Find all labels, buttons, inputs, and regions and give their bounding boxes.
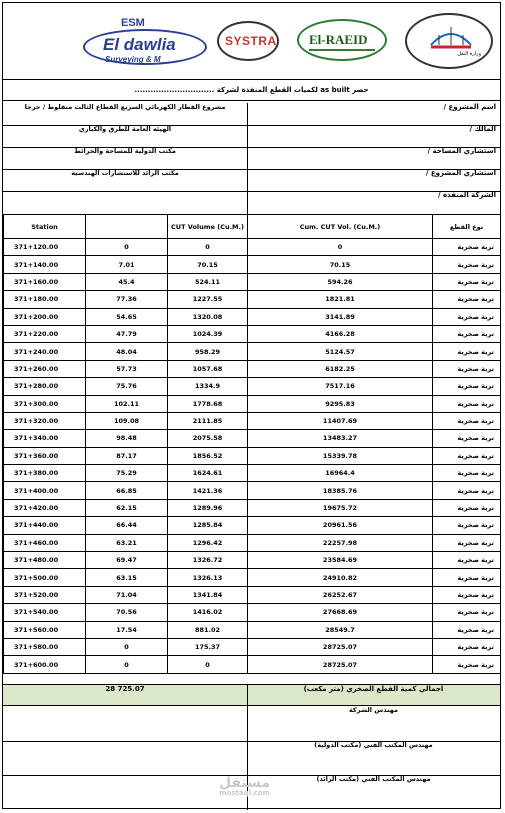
- cum-cut-volume-cell: 18385.76: [248, 482, 433, 499]
- soil-type-cell: تربة صخرية: [433, 517, 501, 534]
- cum-cut-volume-cell: 16964.4: [248, 465, 433, 482]
- dawlia-engineer-signature: مهندس المكتب الفني (مكتب الدولية): [314, 741, 433, 749]
- area-cell: 66.44: [86, 517, 168, 534]
- table-row: [4, 586, 501, 603]
- cut-volume-cell: 524.11: [168, 273, 248, 290]
- contractor-label: الشركة المنفذة /: [437, 191, 496, 199]
- header-cut-volume: CUT Volume (Cu.M.): [168, 215, 248, 239]
- document-sheet: [2, 2, 501, 809]
- watermark-sub: mostaql.com: [219, 789, 270, 797]
- cut-volume-cell: 1320.08: [168, 308, 248, 325]
- survey-consultant-value: مكتب الدولية للمساحة والخرائط: [74, 147, 176, 155]
- cut-volume-cell: 2111.85: [168, 412, 248, 429]
- station-cell: 371+380.00: [4, 465, 86, 482]
- document-title: حصر as built لكميات القطع المنفذة لشركة ..............................: [134, 86, 369, 94]
- cut-volume-cell: 1227.55: [168, 291, 248, 308]
- table-row: [4, 273, 501, 290]
- cum-cut-volume-cell: 0: [248, 239, 433, 256]
- soil-type-cell: تربة صخرية: [433, 273, 501, 290]
- total-label: اجمالي كمية القطع الصخري (متر مكعب): [303, 685, 444, 693]
- cut-volume-cell: 1285.84: [168, 517, 248, 534]
- project-name-value: مشروع القطار الكهربائي السريع القطاع الثالث منفلوط / جرجا: [24, 103, 226, 111]
- station-cell: 371+200.00: [4, 308, 86, 325]
- header-area: [86, 215, 168, 239]
- table-row: [4, 638, 501, 655]
- soil-type-cell: تربة صخرية: [433, 343, 501, 360]
- cum-cut-volume-cell: 27668.69: [248, 604, 433, 621]
- el-dawlia-logo-name: El dawlia: [103, 35, 176, 54]
- cut-volume-cell: 0: [168, 656, 248, 673]
- header-cum-cut-volume: Cum. CUT Vol. (Cu.M.): [248, 215, 433, 239]
- soil-type-cell: تربة صخرية: [433, 430, 501, 447]
- table-header-row: [4, 215, 501, 239]
- info-row-owner: [3, 125, 500, 147]
- cum-cut-volume-cell: 24910.82: [248, 569, 433, 586]
- cut-volume-cell: 1334.9: [168, 378, 248, 395]
- cum-cut-volume-cell: 9295.83: [248, 395, 433, 412]
- cum-cut-volume-cell: 6182.25: [248, 360, 433, 377]
- station-cell: 371+240.00: [4, 343, 86, 360]
- el-dawlia-logo-sub: Surveying & M: [105, 55, 161, 64]
- table-row: [4, 499, 501, 516]
- cut-volume-cell: 1421.36: [168, 482, 248, 499]
- soil-type-cell: تربة صخرية: [433, 256, 501, 273]
- soil-type-cell: تربة صخرية: [433, 552, 501, 569]
- area-cell: 57.73: [86, 360, 168, 377]
- cut-volume-cell: 0: [168, 239, 248, 256]
- cum-cut-volume-cell: 22257.98: [248, 534, 433, 551]
- cut-volume-cell: 2075.58: [168, 430, 248, 447]
- cum-cut-volume-cell: 28725.07: [248, 638, 433, 655]
- project-consultant-label: استشاري المشروع /: [425, 169, 496, 177]
- area-cell: 70.56: [86, 604, 168, 621]
- cut-volume-cell: 175.37: [168, 638, 248, 655]
- cut-volume-cell: 1341.84: [168, 586, 248, 603]
- area-cell: 63.15: [86, 569, 168, 586]
- area-cell: 0: [86, 239, 168, 256]
- station-cell: 371+340.00: [4, 430, 86, 447]
- table-row: [4, 517, 501, 534]
- project-name-label: اسم المشروع /: [443, 103, 496, 111]
- area-cell: 0: [86, 656, 168, 673]
- cut-volume-cell: 1326.13: [168, 569, 248, 586]
- station-cell: 371+480.00: [4, 552, 86, 569]
- area-cell: 62.15: [86, 499, 168, 516]
- el-raeid-logo-underline: [309, 49, 375, 51]
- cum-cut-volume-cell: 26252.67: [248, 586, 433, 603]
- cum-cut-volume-cell: 19675.72: [248, 499, 433, 516]
- area-cell: 71.04: [86, 586, 168, 603]
- soil-type-cell: تربة صخرية: [433, 395, 501, 412]
- divider: [247, 685, 248, 707]
- area-cell: 109.08: [86, 412, 168, 429]
- station-cell: 371+580.00: [4, 638, 86, 655]
- area-cell: 69.47: [86, 552, 168, 569]
- cum-cut-volume-cell: 23584.69: [248, 552, 433, 569]
- area-cell: 17.54: [86, 621, 168, 638]
- logo-bar: [3, 3, 500, 79]
- raeid-engineer-signature: مهندس المكتب الفني (مكتب الرائد): [316, 775, 431, 783]
- cum-cut-volume-cell: 28725.07: [248, 656, 433, 673]
- cut-volume-cell: 1024.39: [168, 325, 248, 342]
- soil-type-cell: تربة صخرية: [433, 534, 501, 551]
- cum-cut-volume-cell: 7517.16: [248, 378, 433, 395]
- table-row: [4, 465, 501, 482]
- cum-cut-volume-cell: 70.15: [248, 256, 433, 273]
- cum-cut-volume-cell: 5124.57: [248, 343, 433, 360]
- soil-type-cell: تربة صخرية: [433, 604, 501, 621]
- soil-type-cell: تربة صخرية: [433, 569, 501, 586]
- table-row: [4, 256, 501, 273]
- station-cell: 371+540.00: [4, 604, 86, 621]
- soil-type-cell: تربة صخرية: [433, 239, 501, 256]
- el-dawlia-logo: [81, 17, 211, 67]
- station-cell: 371+420.00: [4, 499, 86, 516]
- cut-volume-cell: 1289.96: [168, 499, 248, 516]
- contractor-value: [3, 191, 247, 213]
- table-row: [4, 552, 501, 569]
- cum-cut-volume-cell: 3141.89: [248, 308, 433, 325]
- cut-volume-cell: 881.02: [168, 621, 248, 638]
- header-soil-type: نوع القطع: [433, 215, 501, 239]
- station-cell: 371+300.00: [4, 395, 86, 412]
- cum-cut-volume-cell: 11407.69: [248, 412, 433, 429]
- systra-logo-text: SYSTRA: [225, 34, 277, 48]
- header-station: Station: [4, 215, 86, 239]
- table-row: [4, 325, 501, 342]
- soil-type-cell: تربة صخرية: [433, 482, 501, 499]
- ministry-logo-text: وزارة النقل: [457, 51, 481, 57]
- soil-type-cell: تربة صخرية: [433, 378, 501, 395]
- area-cell: 54.65: [86, 308, 168, 325]
- cut-volume-cell: 1624.61: [168, 465, 248, 482]
- table-row: [4, 412, 501, 429]
- watermark-main: مستقل: [219, 775, 271, 791]
- station-cell: 371+120.00: [4, 239, 86, 256]
- cum-cut-volume-cell: 15339.78: [248, 447, 433, 464]
- soil-type-cell: تربة صخرية: [433, 291, 501, 308]
- info-row-project-consultant: [3, 169, 500, 191]
- station-cell: 371+160.00: [4, 273, 86, 290]
- cut-volume-cell: 1856.52: [168, 447, 248, 464]
- table-row: [4, 395, 501, 412]
- station-cell: 371+360.00: [4, 447, 86, 464]
- divider: [3, 100, 500, 101]
- el-raeid-logo-text: El-RAEID: [309, 32, 368, 47]
- area-cell: 48.04: [86, 343, 168, 360]
- owner-label: المالك /: [469, 125, 496, 133]
- station-cell: 371+460.00: [4, 534, 86, 551]
- soil-type-cell: تربة صخرية: [433, 499, 501, 516]
- soil-type-cell: تربة صخرية: [433, 656, 501, 673]
- area-cell: 63.21: [86, 534, 168, 551]
- total-value: 28 725.07: [105, 685, 145, 693]
- area-cell: 47.79: [86, 325, 168, 342]
- station-cell: 371+220.00: [4, 325, 86, 342]
- table-row: [4, 656, 501, 673]
- area-cell: 87.17: [86, 447, 168, 464]
- station-cell: 371+440.00: [4, 517, 86, 534]
- cum-cut-volume-cell: 1821.81: [248, 291, 433, 308]
- table-row: [4, 291, 501, 308]
- station-cell: 371+560.00: [4, 621, 86, 638]
- cum-cut-volume-cell: 28549.7: [248, 621, 433, 638]
- cum-cut-volume-cell: 13483.27: [248, 430, 433, 447]
- table-row: [4, 569, 501, 586]
- info-row-project: [3, 103, 500, 125]
- cum-cut-volume-cell: 20961.56: [248, 517, 433, 534]
- table-row: [4, 482, 501, 499]
- owner-value: الهيئه العامة للطرق والكباري: [78, 125, 172, 133]
- systra-logo: [217, 21, 279, 61]
- transport-ministry-logo: [405, 13, 493, 69]
- station-cell: 371+500.00: [4, 569, 86, 586]
- table-row: [4, 308, 501, 325]
- area-cell: 75.76: [86, 378, 168, 395]
- table-row: [4, 534, 501, 551]
- esm-logo-text: ESM: [121, 17, 145, 29]
- table-row: [4, 378, 501, 395]
- area-cell: 45.4: [86, 273, 168, 290]
- station-cell: 371+320.00: [4, 412, 86, 429]
- project-consultant-value: مكتب الرائد للاستشارات الهندسية: [71, 169, 179, 177]
- soil-type-cell: تربة صخرية: [433, 308, 501, 325]
- table-row: [4, 447, 501, 464]
- soil-type-cell: تربة صخرية: [433, 412, 501, 429]
- area-cell: 66.85: [86, 482, 168, 499]
- area-cell: 75.29: [86, 465, 168, 482]
- cut-volume-cell: 958.29: [168, 343, 248, 360]
- table-row: [4, 430, 501, 447]
- soil-type-cell: تربة صخرية: [433, 586, 501, 603]
- soil-type-cell: تربة صخرية: [433, 638, 501, 655]
- cum-cut-volume-cell: 4166.28: [248, 325, 433, 342]
- cut-volume-cell: 70.15: [168, 256, 248, 273]
- station-cell: 371+180.00: [4, 291, 86, 308]
- area-cell: 98.48: [86, 430, 168, 447]
- cut-volume-cell: 1057.68: [168, 360, 248, 377]
- soil-type-cell: تربة صخرية: [433, 621, 501, 638]
- el-raeid-logo: [297, 19, 387, 61]
- table-row: [4, 239, 501, 256]
- cut-volume-cell: 1326.72: [168, 552, 248, 569]
- bridge-icon: [429, 21, 473, 51]
- cut-volume-cell: 1416.02: [168, 604, 248, 621]
- cut-volume-cell: 1778.68: [168, 395, 248, 412]
- table-row: [4, 604, 501, 621]
- station-cell: 371+520.00: [4, 586, 86, 603]
- table-row: [4, 621, 501, 638]
- divider: [247, 103, 248, 214]
- station-cell: 371+600.00: [4, 656, 86, 673]
- soil-type-cell: تربة صخرية: [433, 465, 501, 482]
- station-cell: 371+280.00: [4, 378, 86, 395]
- table-row: [4, 360, 501, 377]
- station-cell: 371+260.00: [4, 360, 86, 377]
- info-row-contractor: [3, 191, 500, 213]
- area-cell: 0: [86, 638, 168, 655]
- soil-type-cell: تربة صخرية: [433, 360, 501, 377]
- station-cell: 371+400.00: [4, 482, 86, 499]
- area-cell: 77.36: [86, 291, 168, 308]
- soil-type-cell: تربة صخرية: [433, 325, 501, 342]
- survey-consultant-label: استشاري المساحة /: [427, 147, 496, 155]
- table-row: [4, 343, 501, 360]
- info-row-survey-consultant: [3, 147, 500, 169]
- company-engineer-signature: مهندس الشركة: [348, 706, 398, 714]
- area-cell: 102.11: [86, 395, 168, 412]
- cut-volume-table: [3, 214, 501, 674]
- station-cell: 371+140.00: [4, 256, 86, 273]
- area-cell: 7.01: [86, 256, 168, 273]
- soil-type-cell: تربة صخرية: [433, 447, 501, 464]
- watermark: [219, 775, 270, 797]
- total-row: [3, 684, 500, 706]
- cum-cut-volume-cell: 594.26: [248, 273, 433, 290]
- cut-volume-cell: 1296.42: [168, 534, 248, 551]
